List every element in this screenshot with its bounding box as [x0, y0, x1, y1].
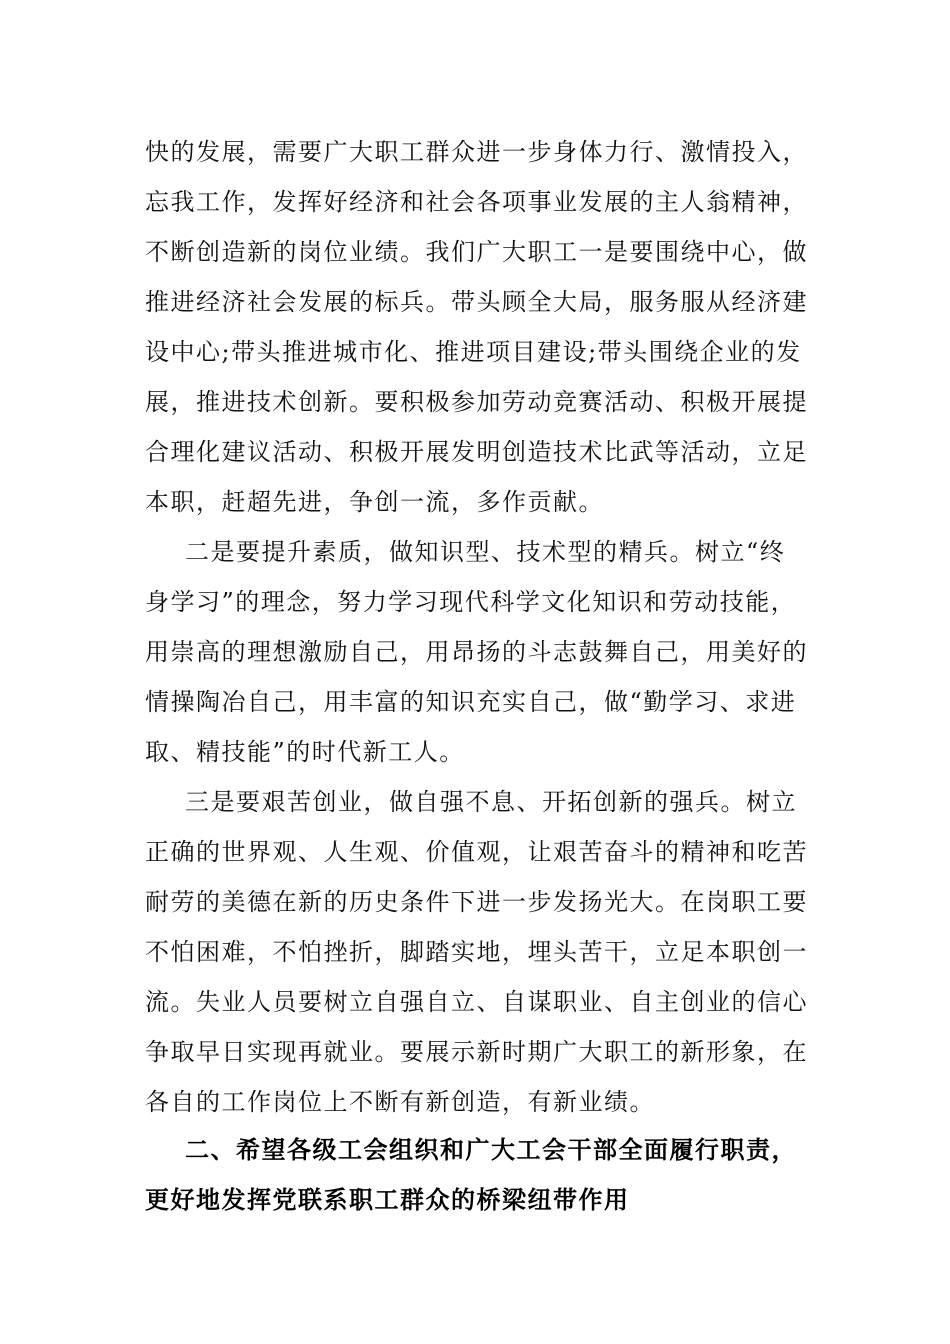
text-line: 推进经济社会发展的标兵。带头顾全大局，服务服从经济建: [145, 288, 808, 316]
text-line: 用崇高的理想激励自己，用昂扬的斗志鼓舞自己，用美好的: [145, 638, 808, 666]
paragraph-start-line: 三是要艰苦创业，做自强不息、开拓创新的强兵。树立: [185, 788, 797, 816]
text-line: 合理化建议活动、积极开展发明创造技术比武等活动，立足: [145, 438, 808, 466]
text-line: 各自的工作岗位上不断有新创造，有新业绩。: [145, 1088, 655, 1116]
text-line: 设中心;带头推进城市化、推进项目建设;带头围绕企业的发: [145, 338, 802, 366]
text-line: 争取早日实现再就业。要展示新时期广大职工的新形象，在: [145, 1038, 808, 1066]
text-line: 不怕困难，不怕挫折，脚踏实地，埋头苦干，立足本职创一: [145, 938, 808, 966]
paragraph-start-line: 二是要提升素质，做知识型、技术型的精兵。树立“终: [185, 538, 786, 566]
text-line: 忘我工作，发挥好经济和社会各项事业发展的主人翁精神，: [145, 188, 808, 216]
text-line: 身学习”的理念，努力学习现代科学文化知识和劳动技能，: [145, 588, 797, 616]
text-line: 快的发展，需要广大职工群众进一步身体力行、激情投入，: [145, 138, 808, 166]
text-line: 正确的世界观、人生观、价值观，让艰苦奋斗的精神和吃苦: [145, 838, 808, 866]
text-line: 情操陶冶自己，用丰富的知识充实自己，做“勤学习、求进: [145, 688, 797, 716]
text-line: 耐劳的美德在新的历史条件下进一步发扬光大。在岗职工要: [145, 888, 808, 916]
text-line: 流。失业人员要树立自强自立、自谋职业、自主创业的信心: [145, 988, 808, 1016]
text-line: 取、精技能”的时代新工人。: [145, 738, 465, 766]
text-line: 本职，赶超先进，争创一流，多作贡献。: [145, 488, 604, 516]
section-heading-line: 更好地发挥党联系职工群众的桥梁纽带作用: [145, 1186, 630, 1214]
section-heading-line: 二、希望各级工会组织和广大工会干部全面履行职责，: [185, 1136, 797, 1164]
text-line: 不断创造新的岗位业绩。我们广大职工一是要围绕中心，做: [145, 238, 808, 266]
text-line: 展，推进技术创新。要积极参加劳动竞赛活动、积极开展提: [145, 388, 808, 416]
